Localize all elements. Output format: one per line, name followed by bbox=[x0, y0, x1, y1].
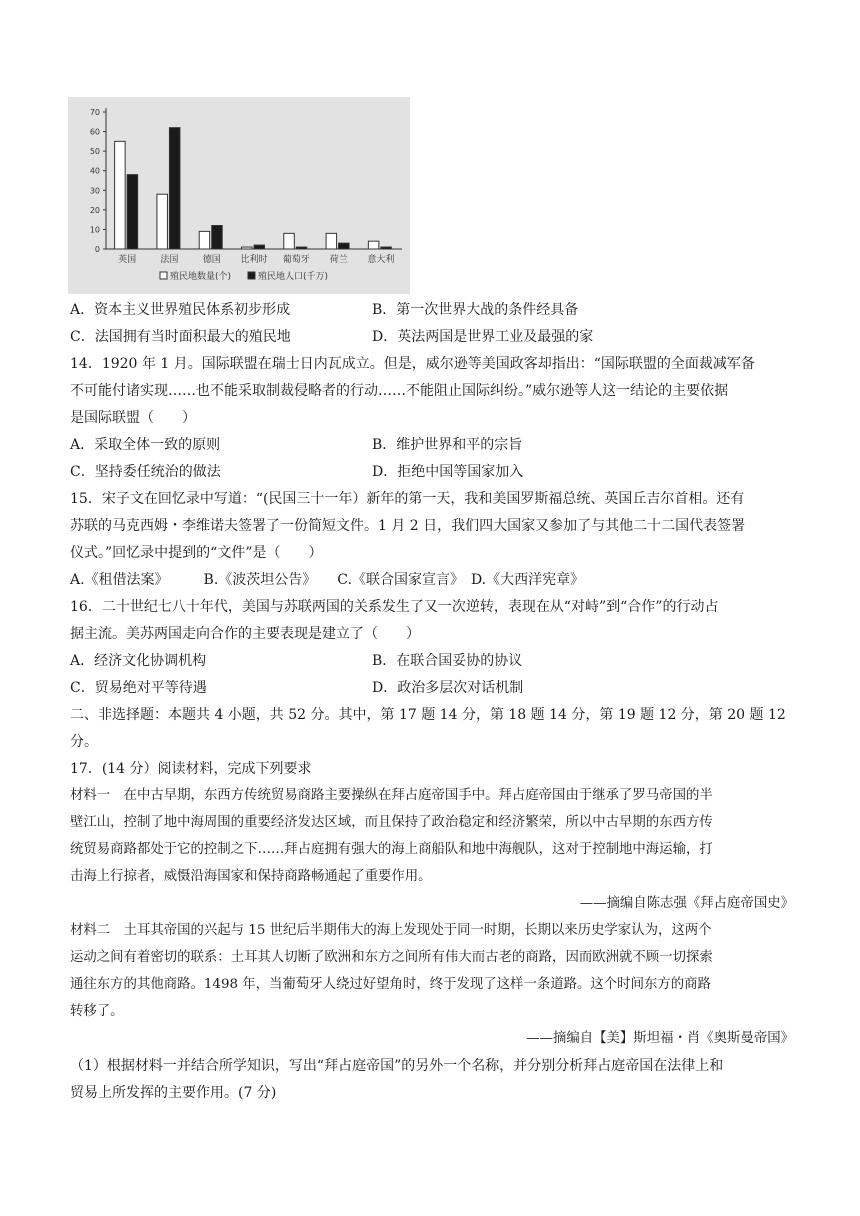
category-label: 英国 bbox=[118, 255, 137, 265]
q15-stem-line-1: 15．宋子文在回忆录中写道：“(民国三十一年）新年的第一天，我和美国罗斯福总统、英国丘吉尔首相。还有 bbox=[70, 491, 745, 507]
q16-option-c: C．贸易绝对平等待遇 bbox=[70, 680, 207, 696]
q14-option-a: A．采取全体一致的原则 bbox=[70, 437, 221, 453]
y-tick-label: 50 bbox=[89, 147, 100, 157]
q14-option-c: C．坚持委任统治的做法 bbox=[70, 464, 221, 480]
q13-option-d: D．英法两国是世界工业及最强的家 bbox=[372, 329, 594, 345]
q17-material1-line-4: 击海上行掠者，威慑沿海国家和保持商路畅通起了重要作用。 bbox=[70, 869, 432, 884]
legend-swatch-colony-count bbox=[160, 272, 167, 279]
q15-options: A.《租借法案》 B.《波茨坦公告》 C.《联合国家宣言》 D.《大西洋宪章》 bbox=[70, 572, 585, 588]
y-tick-label: 20 bbox=[89, 205, 100, 215]
q17-subquestion1-line-1: （1）根据材料一并结合所学知识，写出“拜占庭帝国”的另外一个名称，并分别分析拜占庭帝国在法律上和 bbox=[70, 1058, 724, 1074]
q17-material2-source: ——摘编自【美】斯坦福・肖《奥斯曼帝国》 bbox=[526, 1031, 794, 1046]
bar-colony-count bbox=[199, 231, 210, 249]
category-label: 意大利 bbox=[367, 255, 395, 265]
category-label: 德国 bbox=[202, 255, 221, 265]
section2-heading-line-1: 二、非选择题：本题共 4 小题，共 52 分。其中，第 17 题 14 分，第 18 题 14 分，第 19 题 12 分，第 20 题 12 bbox=[70, 707, 786, 723]
y-tick-label: 30 bbox=[89, 186, 100, 196]
q14-stem-line-2: 不可能付诸实现……也不能采取制裁侵略者的行动……不能阻止国际纠纷。”威尔逊等人这一结论的主要依据 bbox=[70, 383, 729, 399]
category-label: 葡萄牙 bbox=[282, 255, 310, 265]
q13-option-c: C．法国拥有当时面积最大的殖民地 bbox=[70, 329, 291, 345]
chart-svg bbox=[68, 97, 410, 294]
bar-colony-count bbox=[157, 194, 168, 249]
legend-label-colony-count: 殖民地数量(个) bbox=[170, 272, 232, 282]
bar-colony-population bbox=[127, 175, 138, 249]
bar-colony-count bbox=[368, 241, 379, 249]
q14-stem-line-1: 14．1920 年 1 月。国际联盟在瑞士日内瓦成立。但是，威尔逊等美国政客却指出：“国际联盟的全面裁减军备 bbox=[70, 356, 755, 372]
q17-material2-line-2: 运动之间有着密切的联系：土耳其人切断了欧洲和东方之间所有伟大而古老的商路，因而欧洲就不顾一切探索 bbox=[70, 950, 713, 965]
q17-material1-line-1: 材料一 在中古早期，东西方传统贸易商路主要操纵在拜占庭帝国手中。拜占庭帝国由于继承了罗马帝国的半 bbox=[70, 788, 713, 803]
q17-material2-line-3: 通往东方的其他商路。1498 年，当葡萄牙人绕过好望角时，终于发现了这样一条道路。这个时间东方的商路 bbox=[70, 977, 711, 992]
category-label: 荷兰 bbox=[329, 255, 348, 265]
colony-bar-chart bbox=[68, 97, 410, 294]
q16-option-b: B．在联合国妥协的协议 bbox=[372, 653, 523, 669]
q16-option-d: D．政治多层次对话机制 bbox=[372, 680, 524, 696]
q15-stem-line-2: 苏联的马克西姆・李维诺夫签署了一份简短文件。1 月 2 日，我们四大国家又参加了与其他二十二国代表签署 bbox=[70, 518, 746, 534]
bar-colony-population bbox=[212, 226, 223, 249]
bar-colony-count bbox=[242, 247, 253, 249]
bar-colony-population bbox=[254, 245, 265, 249]
q17-title: 17．(14 分）阅读材料，完成下列要求 bbox=[70, 761, 312, 777]
bar-colony-population bbox=[381, 247, 392, 249]
y-tick-label: 10 bbox=[89, 225, 100, 235]
q17-subquestion1-line-2: 贸易上所发挥的主要作用。(7 分) bbox=[70, 1085, 277, 1101]
q14-stem-line-3: 是国际联盟（ ） bbox=[70, 410, 196, 426]
q17-material2-line-4: 转移了。 bbox=[70, 1004, 124, 1019]
legend-label-colony-population: 殖民地人口(千万) bbox=[258, 272, 329, 282]
category-label: 法国 bbox=[160, 255, 179, 265]
bar-colony-population bbox=[169, 128, 180, 249]
y-tick-label: 60 bbox=[89, 127, 100, 137]
q13-option-b: B．第一次世界大战的条件经具备 bbox=[372, 302, 579, 318]
q16-option-a: A．经济文化协调机构 bbox=[70, 653, 207, 669]
q14-option-d: D．拒绝中国等国家加入 bbox=[372, 464, 524, 480]
q13-option-a: A．资本主义世界殖民体系初步形成 bbox=[70, 302, 291, 318]
category-label: 比利时 bbox=[240, 255, 268, 265]
y-tick-label: 70 bbox=[89, 108, 100, 117]
q15-stem-line-3: 仪式。”回忆录中提到的“文件”是（ ） bbox=[70, 545, 323, 561]
legend-swatch-colony-population bbox=[248, 272, 255, 279]
section2-heading-line-2: 分。 bbox=[70, 734, 98, 750]
y-tick-label: 0 bbox=[94, 245, 100, 254]
bar-colony-count bbox=[326, 233, 337, 249]
bar-colony-count bbox=[115, 141, 126, 249]
bar-colony-count bbox=[284, 233, 295, 249]
q14-option-b: B．维护世界和平的宗旨 bbox=[372, 437, 523, 453]
bar-colony-population bbox=[339, 243, 350, 249]
q17-material1-line-2: 壁江山，控制了地中海周围的重要经济发达区域，而且保持了政治稳定和经济繁荣，所以中古早期的东西方传 bbox=[70, 815, 713, 830]
bar-colony-population bbox=[296, 247, 307, 249]
q16-stem-line-1: 16．二十世纪七八十年代，美国与苏联两国的关系发生了又一次逆转，表现在从“对峙”到“合作”的行动占 bbox=[70, 599, 719, 615]
y-tick-label: 40 bbox=[89, 166, 100, 176]
q16-stem-line-2: 据主流。美苏两国走向合作的主要表现是建立了（ ） bbox=[70, 626, 420, 642]
q17-material1-source: ——摘编自陈志强《拜占庭帝国史》 bbox=[579, 896, 794, 911]
q17-material1-line-3: 统贸易商路都处于它的控制之下……拜占庭拥有强大的海上商船队和地中海舰队，这对于控制地中海运输，打 bbox=[70, 842, 713, 857]
q17-material2-line-1: 材料二 土耳其帝国的兴起与 15 世纪后半期伟大的海上发现处于同一时期，长期以来历史学家认为，这两个 bbox=[70, 923, 712, 938]
